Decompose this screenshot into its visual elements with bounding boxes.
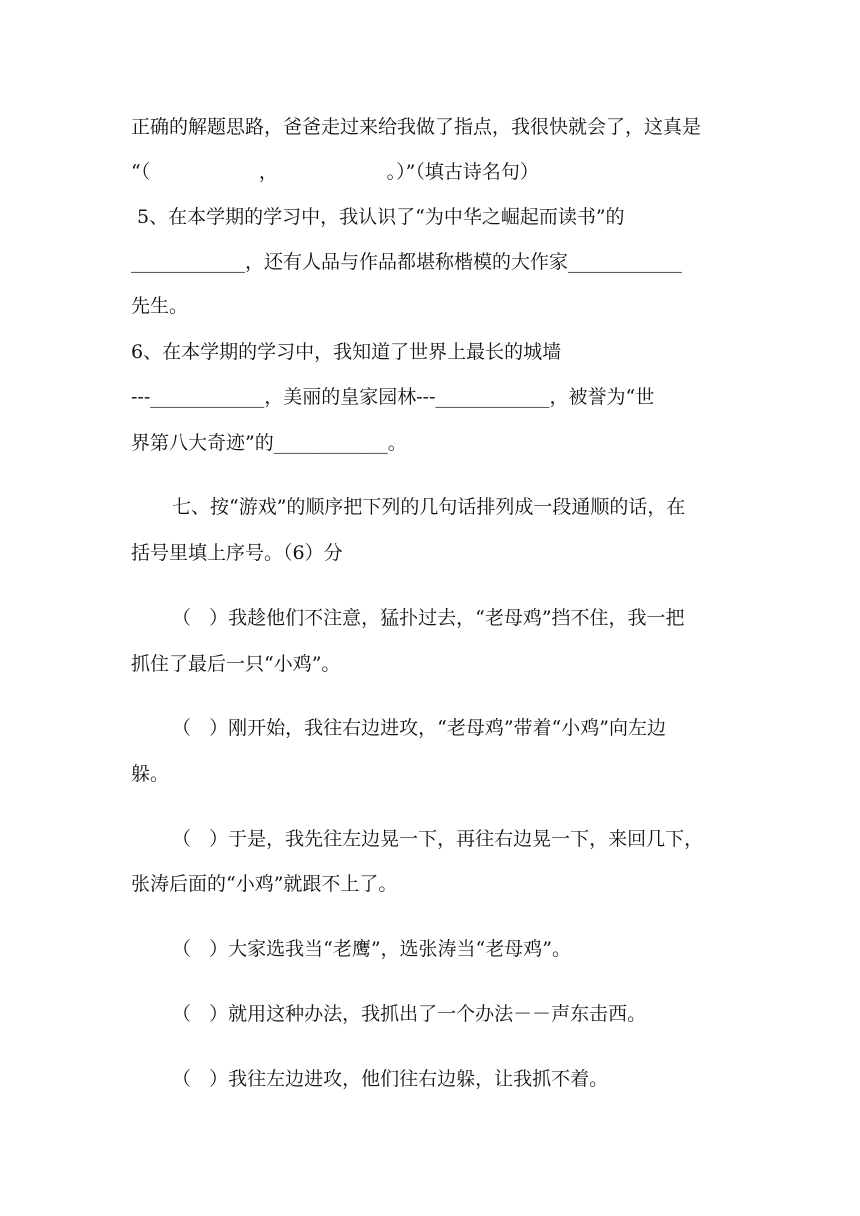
text-line-7: ---____________，美丽的皇家园林---____________，被誉为“世 xyxy=(131,386,655,408)
text-line-2: “（ ， 。）”（填古诗名句） xyxy=(131,161,539,183)
text-line-4: ____________，还有人品与作品都堪称楷模的大作家____________ xyxy=(131,251,683,273)
sentence-item-4: （ ）大家选我当“老鹰”，选张涛当“老母鸡”。 xyxy=(172,938,571,960)
section-heading-cont: 括号里填上序号。（6）分 xyxy=(131,542,343,564)
sentence-item-2: （ ）刚开始，我往右边进攻，“老母鸡”带着“小鸡”向左边 xyxy=(172,717,666,739)
text-line-5: 先生。 xyxy=(131,295,189,317)
sentence-item-1-cont: 抓住了最后一只“小鸡”。 xyxy=(131,653,341,675)
text-line-6: 6、在本学期的学习中，我知道了世界上最长的城墙 xyxy=(131,341,562,363)
text-line-3: 5、在本学期的学习中，我认识了“为中华之崛起而读书”的 xyxy=(131,206,625,228)
text-line-1: 正确的解题思路，爸爸走过来给我做了指点，我很快就会了，这真是 xyxy=(131,116,702,138)
sentence-item-6: （ ）我往左边进攻，他们往右边躲，让我抓不着。 xyxy=(172,1068,609,1090)
sentence-item-5: （ ）就用这种办法，我抓出了一个办法－－声东击西。 xyxy=(172,1003,647,1025)
sentence-item-3: （ ）于是，我先往左边晃一下，再往右边晃一下，来回几下， xyxy=(172,828,704,850)
section-heading: 七、按“游戏”的顺序把下列的几句话排列成一段通顺的话，在 xyxy=(172,496,686,518)
sentence-item-2-cont: 躲。 xyxy=(131,763,170,785)
sentence-item-3-cont: 张涛后面的“小鸡”就跟不上了。 xyxy=(131,873,398,895)
sentence-item-1: （ ）我趁他们不注意，猛扑过去，“老母鸡”挡不住，我一把 xyxy=(172,607,685,629)
text-line-8: 界第八大奇迹”的____________。 xyxy=(131,432,407,454)
